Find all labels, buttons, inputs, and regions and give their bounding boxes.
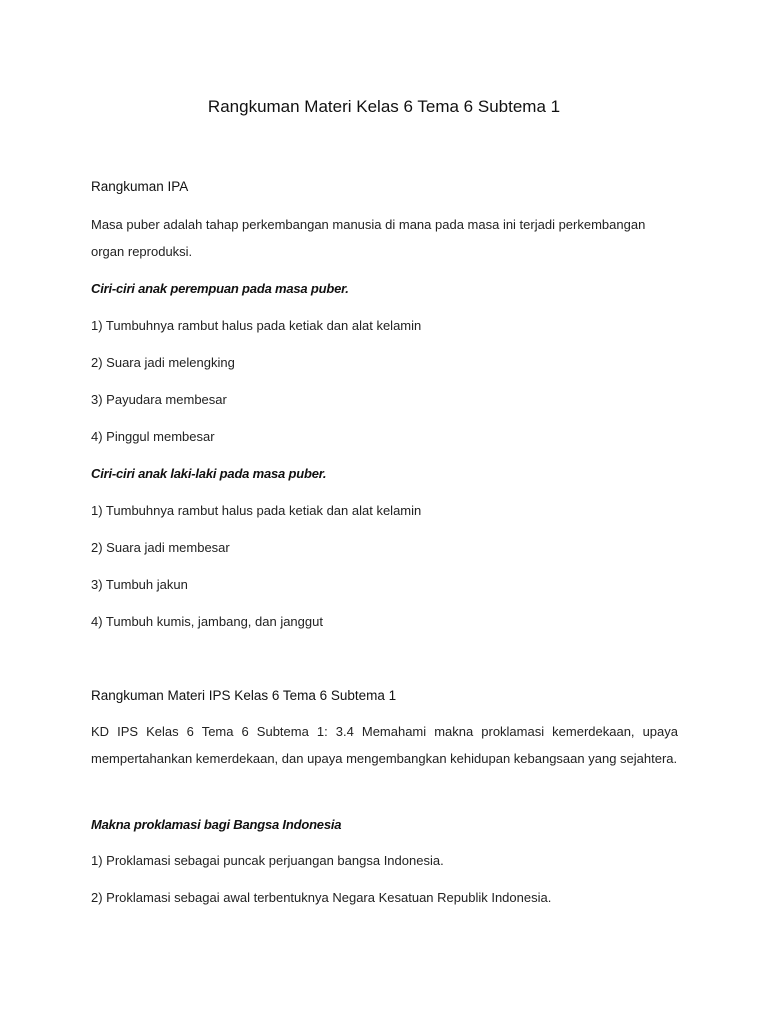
- ips-kd-paragraph: KD IPS Kelas 6 Tema 6 Subtema 1: 3.4 Memahami makna proklamasi kemerdekaan, upaya mempertahankan kemerdekaan, dan upaya mengembangkan kehidupan kebangsaan yang sejahtera.: [91, 724, 678, 766]
- list-item: 2) Suara jadi membesar: [91, 540, 230, 555]
- subheading-makna-proklamasi: Makna proklamasi bagi Bangsa Indonesia: [91, 817, 342, 832]
- list-item: 1) Proklamasi sebagai puncak perjuangan bangsa Indonesia.: [91, 853, 444, 868]
- list-item: 3) Payudara membesar: [91, 392, 227, 407]
- list-item: 1) Tumbuhnya rambut halus pada ketiak dan alat kelamin: [91, 318, 422, 333]
- subheading-boys-puberty: Ciri-ciri anak laki-laki pada masa puber.: [91, 466, 327, 481]
- list-item: 2) Proklamasi sebagai awal terbentuknya Negara Kesatuan Republik Indonesia.: [91, 890, 552, 905]
- list-item: 1) Tumbuhnya rambut halus pada ketiak dan alat kelamin: [91, 503, 422, 518]
- section-heading-ipa: Rangkuman IPA: [91, 179, 189, 194]
- ipa-intro-paragraph: Masa puber adalah tahap perkembangan manusia di mana pada masa ini terjadi perkembangan organ reproduksi.: [91, 217, 646, 259]
- list-item: 3) Tumbuh jakun: [91, 577, 188, 592]
- subheading-girls-puberty: Ciri-ciri anak perempuan pada masa puber.: [91, 281, 349, 296]
- list-item: 4) Tumbuh kumis, jambang, dan janggut: [91, 614, 323, 629]
- section-heading-ips: Rangkuman Materi IPS Kelas 6 Tema 6 Subtema 1: [91, 688, 397, 703]
- list-item: 2) Suara jadi melengking: [91, 355, 235, 370]
- page-title: Rangkuman Materi Kelas 6 Tema 6 Subtema 1: [207, 97, 561, 116]
- list-item: 4) Pinggul membesar: [91, 429, 215, 444]
